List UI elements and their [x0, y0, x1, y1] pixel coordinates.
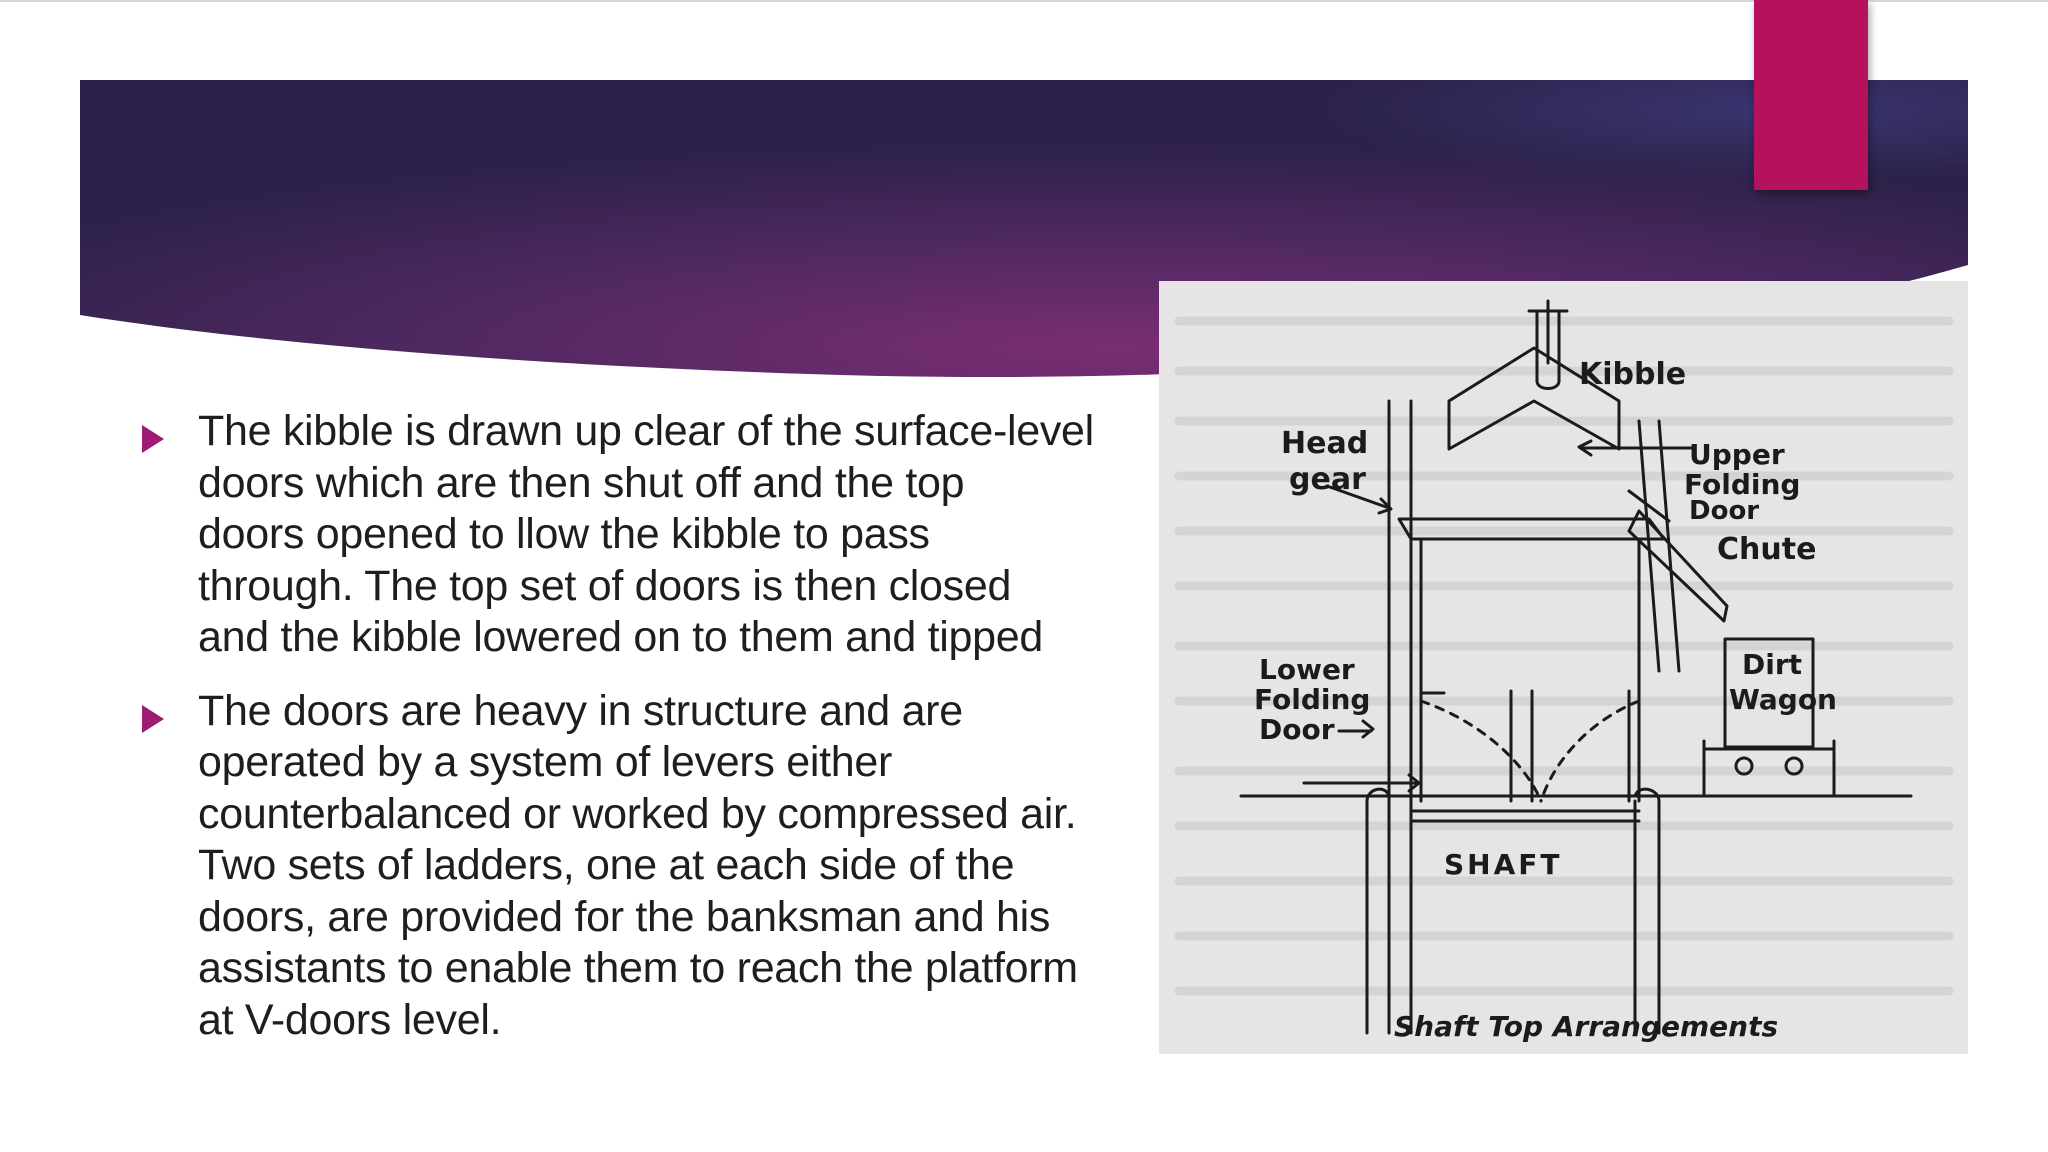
text-line: The doors are heavy in structure and are — [198, 686, 963, 735]
text-line: and the kibble lowered on to them and tipped — [198, 613, 1044, 661]
label-head: Head — [1281, 426, 1369, 461]
label-upper-folding: Folding — [1684, 468, 1801, 501]
label-kibble: Kibble — [1579, 357, 1687, 392]
figure-caption: Shaft Top Arrangements — [1394, 1010, 1779, 1043]
bullet-text — [198, 686, 1130, 1047]
label-lower-door: Door — [1259, 713, 1335, 746]
text-line: doors, are provided for the banksman and his — [198, 892, 1051, 941]
label-gear: gear — [1289, 462, 1366, 497]
text-line: Two sets of ladders, one at each side of the — [198, 841, 1015, 889]
text-line: doors which are then shut off and the top — [198, 458, 965, 507]
accent-tab — [1754, 0, 1868, 190]
text-line: The kibble is drawn up clear of the surface-level — [198, 407, 1094, 455]
window-top-border — [0, 0, 2048, 2]
label-chute: Chute — [1717, 532, 1817, 567]
triangle-bullet-icon — [142, 705, 164, 733]
label-lower-folding: Folding — [1254, 683, 1371, 716]
bullet-item — [140, 406, 1130, 664]
label-wagon: Wagon — [1729, 683, 1837, 716]
label-upper-door: Door — [1689, 496, 1760, 526]
triangle-bullet-icon — [142, 425, 164, 453]
label-dirt: Dirt — [1742, 648, 1803, 681]
text-line: at V-doors level. — [198, 995, 502, 1044]
shaft-diagram-image — [1159, 281, 1968, 1054]
bullet-item — [140, 686, 1130, 1047]
shaft-diagram — [1159, 281, 1968, 1054]
label-shaft: SHAFT — [1444, 848, 1563, 881]
text-line: through. The top set of doors is then closed — [198, 561, 1012, 610]
label-upper: Upper — [1689, 438, 1785, 471]
label-lower: Lower — [1259, 653, 1355, 686]
bullet-text — [198, 406, 1130, 664]
text-line: assistants to enable them to reach the platform — [198, 944, 1078, 992]
text-line: counterbalanced or worked by compressed air. — [198, 789, 1077, 838]
text-line: doors opened to llow the kibble to pass — [198, 510, 930, 558]
text-line: operated by a system of levers either — [198, 738, 892, 786]
bullet-list — [140, 406, 1130, 1068]
